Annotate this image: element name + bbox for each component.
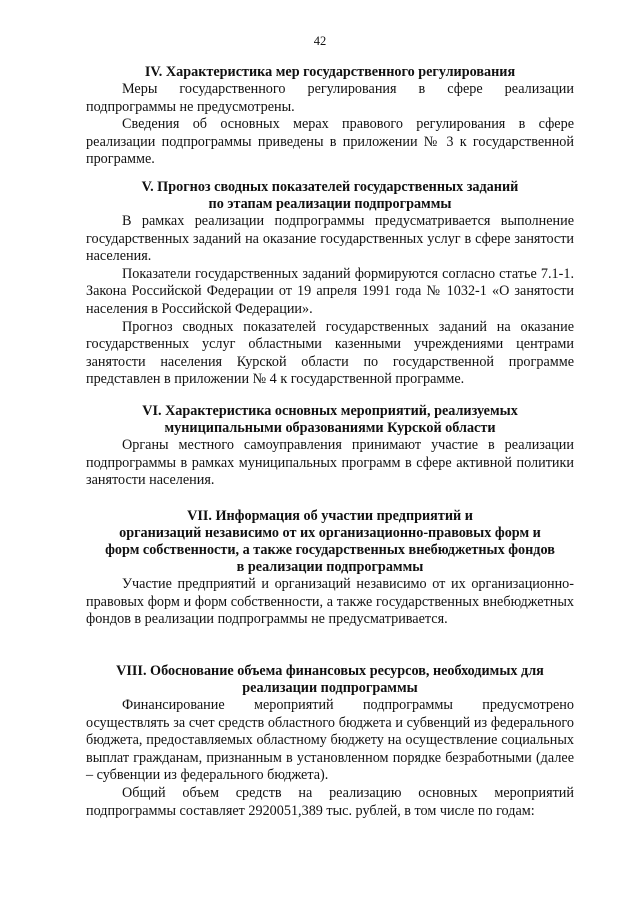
section-v-heading-line-2: по этапам реализации подпрограммы bbox=[208, 196, 452, 212]
section-iv-paragraph-2: Сведения об основных мерах правового регулирования в сфере реализации подпрограммы приведены в приложении № 3 к государственной программе. bbox=[86, 116, 574, 168]
section-vii-heading-line-4: в реализации подпрограммы bbox=[236, 559, 424, 575]
section-vii-heading bbox=[86, 508, 574, 576]
page-number: 42 bbox=[313, 34, 327, 48]
section-vii-heading-line-2: организаций независимо от их организационно-правовых форм и bbox=[119, 525, 541, 541]
section-vi bbox=[86, 403, 574, 490]
section-iv-heading bbox=[86, 64, 574, 81]
section-v-paragraph-1: В рамках реализации подпрограммы предусматривается выполнение государственных заданий на оказание государственных услуг в сфере занятости населения. bbox=[86, 213, 574, 265]
section-v-heading bbox=[86, 179, 574, 213]
section-vii-heading-line-1: VII. Информация об участии предприятий и bbox=[187, 508, 473, 524]
section-viii bbox=[86, 663, 574, 820]
section-iv-paragraph-1: Меры государственного регулирования в сфере реализации подпрограммы не предусмотрены. bbox=[86, 81, 574, 115]
section-iv-heading-line-1: IV. Характеристика мер государственного регулирования bbox=[144, 64, 516, 80]
section-vi-heading-line-1: VI. Характеристика основных мероприятий, реализуемых bbox=[142, 403, 518, 419]
section-viii-heading-line-2: реализации подпрограммы bbox=[242, 680, 418, 696]
section-vii-paragraph-1: Участие предприятий и организаций независимо от их организационно-правовых форм и форм собственности, а также государственных внебюджетных фондов в реализации подпрограммы не предусматривается. bbox=[86, 576, 574, 628]
section-vi-heading bbox=[86, 403, 574, 437]
section-vi-paragraph-1: Органы местного самоуправления принимают участие в реализации подпрограммы в рамках муниципальных программ в сфере активной политики занятости населения. bbox=[86, 437, 574, 489]
section-iv bbox=[86, 64, 574, 169]
section-v bbox=[86, 179, 574, 389]
section-vi-heading-line-2: муниципальными образованиями Курской области bbox=[164, 420, 496, 436]
section-v-heading-line-1: V. Прогноз сводных показателей государственных заданий bbox=[141, 179, 519, 195]
section-vii bbox=[86, 508, 574, 629]
section-viii-heading-line-1: VIII. Обоснование объема финансовых ресурсов, необходимых для bbox=[116, 663, 544, 679]
section-v-paragraph-3: Прогноз сводных показателей государственных заданий на оказание государственных услуг областными казенными учреждениями центрами занятости населения Курской области по государственной программе представлен в приложении № 4 к государственной программе. bbox=[86, 318, 574, 388]
section-vii-heading-line-3: форм собственности, а также государственных внебюджетных фондов bbox=[105, 542, 555, 558]
section-v-paragraph-2: Показатели государственных заданий формируются согласно статье 7.1-1. Закона Российской Федерации от 19 апреля 1991 года № 1032-1 «О занятости населения в Российской Федерации». bbox=[86, 265, 574, 317]
section-viii-paragraph-2: Общий объем средств на реализацию основных мероприятий подпрограммы составляет 2920051,389 тыс. рублей, в том числе по годам: bbox=[86, 784, 574, 819]
section-viii-paragraph-1: Финансирование мероприятий подпрограммы предусмотрено осуществлять за счет средств областного бюджета и субвенций из федерального бюджета, предоставляемых областному бюджету на осуществление социальных выплат гражданам, признанным в установленном порядке безработными (далее – субвенции из федерального бюджета). bbox=[86, 697, 574, 784]
section-viii-heading bbox=[86, 663, 574, 697]
